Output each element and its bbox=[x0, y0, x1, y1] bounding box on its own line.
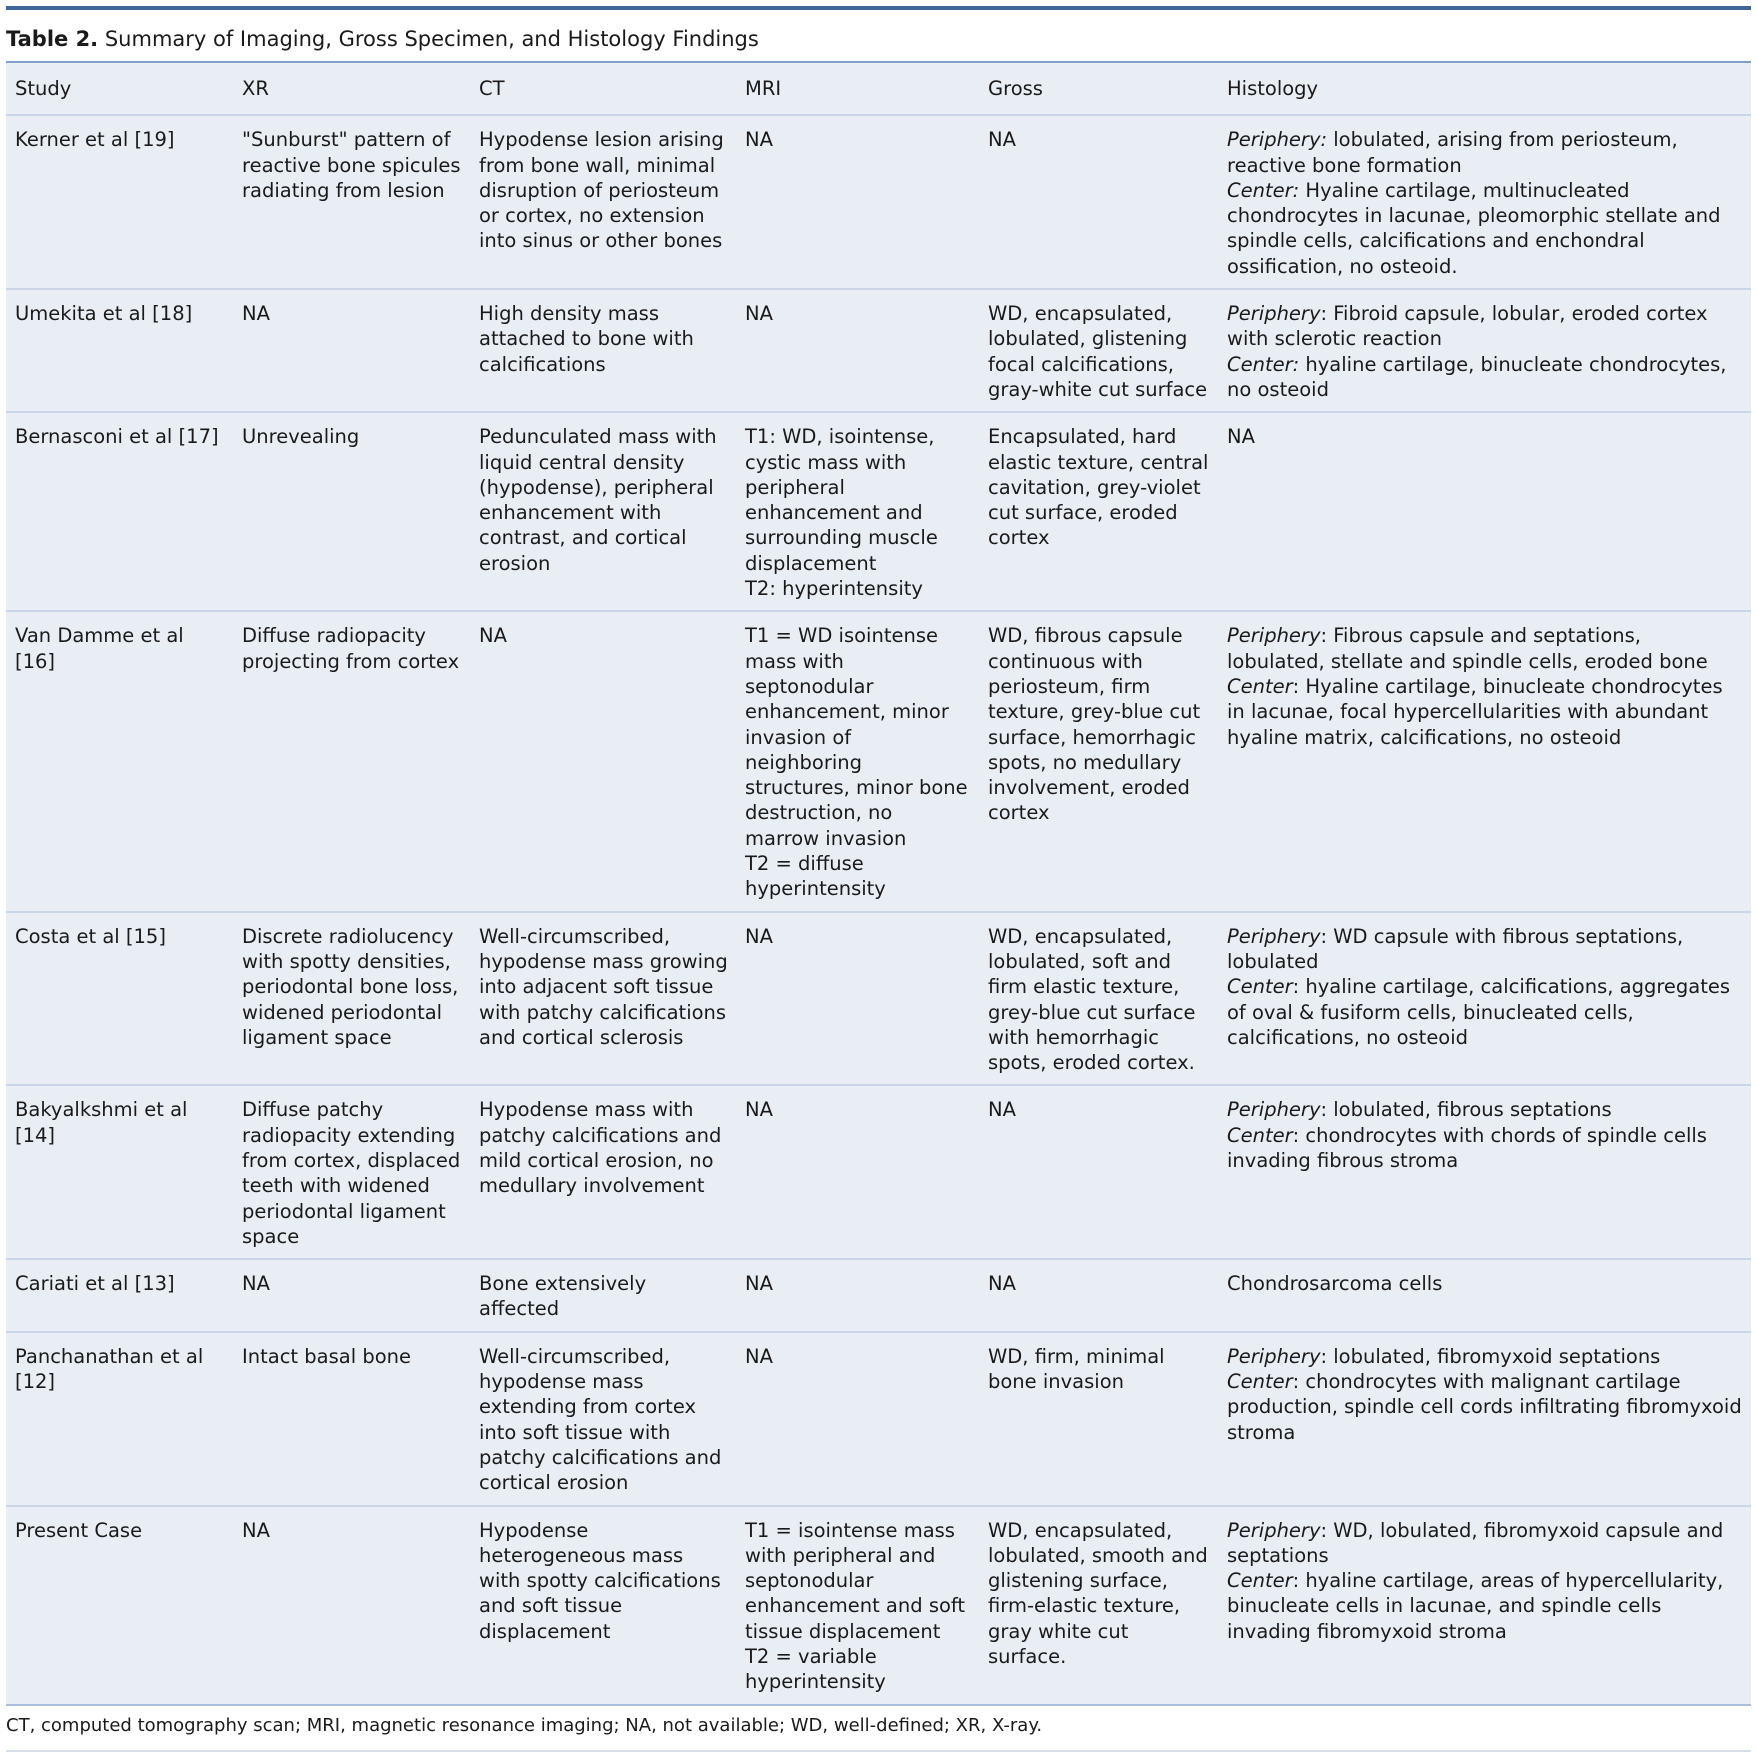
table-row bbox=[6, 1506, 1751, 1704]
cell-ct: High density mass attached to bone with calcifications bbox=[470, 289, 736, 412]
periphery-label: Periphery bbox=[1227, 924, 1321, 948]
cell-mri bbox=[736, 1506, 979, 1704]
periphery-text: : WD capsule with fibrous septations, lobulated bbox=[1227, 924, 1684, 973]
cell-gross: NA bbox=[979, 115, 1218, 289]
center-text: : chondrocytes with chords of spindle cells invading fibrous stroma bbox=[1227, 1123, 1707, 1172]
cell-histology: NA bbox=[1218, 412, 1751, 611]
center-label: Center bbox=[1227, 1123, 1293, 1147]
cell-ct: NA bbox=[470, 611, 736, 911]
mri-t1: T1 = WD isointense mass with septonodular enhancement, minor invasion of neighboring structures, minor bone destruction, no marrow invasion bbox=[745, 624, 968, 850]
center-text: : hyaline cartilage, calcifications, aggregates of oval & fusiform cells, binucleated cells, calcifications, no osteoid bbox=[1227, 975, 1731, 1049]
table-row bbox=[6, 115, 1751, 289]
mri-t2: T2 = diffuse hyperintensity bbox=[745, 852, 886, 901]
caption-label: Table 2. bbox=[6, 27, 99, 51]
cell-gross: WD, encapsulated, lobulated, soft and firm elastic texture, grey-blue cut surface with hemorrhagic spots, eroded cortex. bbox=[979, 912, 1218, 1086]
cell-ct: Hypodense heterogeneous mass with spotty calcifications and soft tissue displacement bbox=[470, 1506, 736, 1704]
col-header-histology: Histology bbox=[1218, 63, 1751, 115]
cell-xr: Diffuse radiopacity projecting from cortex bbox=[233, 611, 470, 911]
cell-gross: WD, encapsulated, lobulated, smooth and glistening surface, firm-elastic texture, gray white cut surface. bbox=[979, 1506, 1218, 1704]
cell-histology: Chondrosarcoma cells bbox=[1218, 1259, 1751, 1332]
cell-ct: Pedunculated mass with liquid central density (hypodense), peripheral enhancement with contrast, and cortical erosion bbox=[470, 412, 736, 611]
cell-xr: Unrevealing bbox=[233, 412, 470, 611]
center-label: Center bbox=[1227, 1569, 1293, 1593]
col-header-mri: MRI bbox=[736, 63, 979, 115]
cell-study: Cariati et al [13] bbox=[6, 1259, 233, 1332]
caption-text: Summary of Imaging, Gross Specimen, and Histology Findings bbox=[98, 27, 759, 51]
cell-study: Bakyalkshmi et al [14] bbox=[6, 1085, 233, 1259]
cell-mri bbox=[736, 611, 979, 911]
periphery-label: Periphery bbox=[1227, 302, 1321, 326]
cell-histology bbox=[1218, 289, 1751, 412]
cell-xr: NA bbox=[233, 289, 470, 412]
cell-gross: NA bbox=[979, 1259, 1218, 1332]
cell-study: Panchanathan et al [12] bbox=[6, 1332, 233, 1506]
table-caption bbox=[6, 10, 1751, 63]
table-row bbox=[6, 912, 1751, 1086]
cell-histology bbox=[1218, 912, 1751, 1086]
cell-ct: Well-circumscribed, hypodense mass extending from cortex into soft tissue with patchy calcifications and cortical erosion bbox=[470, 1332, 736, 1506]
cell-xr: Diffuse patchy radiopacity extending from cortex, displaced teeth with widened periodontal ligament space bbox=[233, 1085, 470, 1259]
cell-histology bbox=[1218, 1332, 1751, 1506]
cell-xr: "Sunburst" pattern of reactive bone spicules radiating from lesion bbox=[233, 115, 470, 289]
table-figure bbox=[6, 6, 1751, 1752]
center-text: : hyaline cartilage, areas of hypercellularity, binucleate cells in lacunae, and spindle cells invading fibromyxoid stroma bbox=[1227, 1569, 1724, 1643]
cell-study: Costa et al [15] bbox=[6, 912, 233, 1086]
col-header-xr: XR bbox=[233, 63, 470, 115]
cell-study: Bernasconi et al [17] bbox=[6, 412, 233, 611]
table-row bbox=[6, 611, 1751, 911]
table-row bbox=[6, 289, 1751, 412]
cell-mri: NA bbox=[736, 1085, 979, 1259]
cell-study: Umekita et al [18] bbox=[6, 289, 233, 412]
cell-ct: Hypodense lesion arising from bone wall, minimal disruption of periosteum or cortex, no extension into sinus or other bones bbox=[470, 115, 736, 289]
mri-t2: T2: hyperintensity bbox=[745, 577, 923, 601]
center-text: hyaline cartilage, binucleate chondrocytes, no osteoid bbox=[1227, 352, 1727, 401]
periphery-text: : Fibroid capsule, lobular, eroded cortex with sclerotic reaction bbox=[1227, 302, 1708, 351]
periphery-text: lobulated, arising from periosteum, reactive bone formation bbox=[1227, 128, 1678, 177]
periphery-label: Periphery: bbox=[1227, 128, 1328, 152]
cell-gross: WD, fibrous capsule continuous with periosteum, firm texture, grey-blue cut surface, hemorrhagic spots, no medullary involvement, eroded cortex bbox=[979, 611, 1218, 911]
periphery-label: Periphery bbox=[1227, 1344, 1321, 1368]
table-row bbox=[6, 1332, 1751, 1506]
center-label: Center bbox=[1227, 674, 1293, 698]
col-header-study: Study bbox=[6, 63, 233, 115]
cell-xr: NA bbox=[233, 1259, 470, 1332]
cell-mri: NA bbox=[736, 115, 979, 289]
periphery-text: : lobulated, fibrous septations bbox=[1320, 1098, 1612, 1122]
center-text: Hyaline cartilage, multinucleated chondrocytes in lacunae, pleomorphic stellate and spindle cells, calcifications and enchondral ossification, no osteoid. bbox=[1227, 178, 1721, 278]
cell-gross: WD, firm, minimal bone invasion bbox=[979, 1332, 1218, 1506]
cell-histology bbox=[1218, 1506, 1751, 1704]
header-row bbox=[6, 63, 1751, 115]
mri-t1: T1: WD, isointense, cystic mass with peripheral enhancement and surrounding muscle displacement bbox=[745, 425, 938, 575]
table-row bbox=[6, 1259, 1751, 1332]
table-footnote: CT, computed tomography scan; MRI, magnetic resonance imaging; NA, not available; WD, well-defined; XR, X-ray. bbox=[6, 1706, 1751, 1752]
cell-gross: NA bbox=[979, 1085, 1218, 1259]
center-label: Center bbox=[1227, 975, 1293, 999]
center-label: Center: bbox=[1227, 352, 1300, 376]
cell-study: Kerner et al [19] bbox=[6, 115, 233, 289]
cell-histology bbox=[1218, 1085, 1751, 1259]
cell-ct: Well-circumscribed, hypodense mass growing into adjacent soft tissue with patchy calcifications and cortical sclerosis bbox=[470, 912, 736, 1086]
table-row bbox=[6, 412, 1751, 611]
center-label: Center bbox=[1227, 1370, 1293, 1394]
periphery-text: : lobulated, fibromyxoid septations bbox=[1320, 1344, 1661, 1368]
periphery-label: Periphery bbox=[1227, 1098, 1321, 1122]
cell-gross: WD, encapsulated, lobulated, glistening focal calcifications, gray-white cut surface bbox=[979, 289, 1218, 412]
table-row bbox=[6, 1085, 1751, 1259]
cell-histology bbox=[1218, 115, 1751, 289]
center-label: Center: bbox=[1227, 178, 1300, 202]
mri-t1: T1 = isointense mass with peripheral and septonodular enhancement and soft tissue displacement bbox=[745, 1518, 966, 1643]
cell-xr: Intact basal bone bbox=[233, 1332, 470, 1506]
cell-histology bbox=[1218, 611, 1751, 911]
cell-gross: Encapsulated, hard elastic texture, central cavitation, grey-violet cut surface, eroded cortex bbox=[979, 412, 1218, 611]
cell-mri: NA bbox=[736, 289, 979, 412]
cell-mri: NA bbox=[736, 1259, 979, 1332]
cell-xr: NA bbox=[233, 1506, 470, 1704]
center-text: : Hyaline cartilage, binucleate chondrocytes in lacunae, focal hypercellularities with abundant hyaline matrix, calcifications, no osteoid bbox=[1227, 674, 1723, 749]
cell-ct: Hypodense mass with patchy calcifications and mild cortical erosion, no medullary involvement bbox=[470, 1085, 736, 1259]
periphery-text: : WD, lobulated, fibromyxoid capsule and septations bbox=[1227, 1518, 1724, 1567]
findings-table bbox=[6, 63, 1751, 1704]
cell-xr: Discrete radiolucency with spotty densities, periodontal bone loss, widened periodontal ligament space bbox=[233, 912, 470, 1086]
periphery-label: Periphery bbox=[1227, 1518, 1321, 1542]
mri-t2: T2 = variable hyperintensity bbox=[745, 1645, 886, 1694]
cell-mri bbox=[736, 412, 979, 611]
cell-ct: Bone extensively affected bbox=[470, 1259, 736, 1332]
col-header-ct: CT bbox=[470, 63, 736, 115]
periphery-text: : Fibrous capsule and septations, lobulated, stellate and spindle cells, eroded bone bbox=[1227, 624, 1708, 673]
cell-mri: NA bbox=[736, 1332, 979, 1506]
periphery-label: Periphery bbox=[1227, 624, 1321, 648]
col-header-gross: Gross bbox=[979, 63, 1218, 115]
center-text: : chondrocytes with malignant cartilage production, spindle cell cords infiltrating fibromyxoid stroma bbox=[1227, 1370, 1742, 1444]
cell-mri: NA bbox=[736, 912, 979, 1086]
cell-study: Van Damme et al [16] bbox=[6, 611, 233, 911]
cell-study: Present Case bbox=[6, 1506, 233, 1704]
